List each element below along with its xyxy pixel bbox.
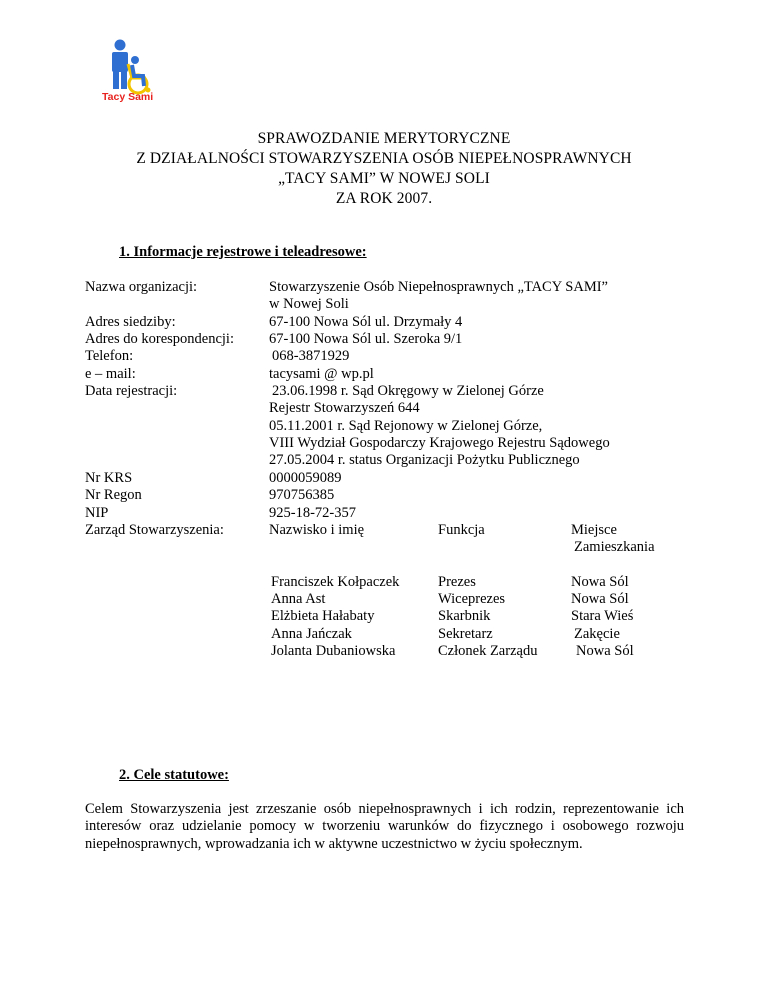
label-krs: Nr KRS: [85, 470, 133, 486]
label-board: Zarząd Stowarzyszenia:: [85, 522, 224, 538]
label-email: e – mail:: [85, 366, 136, 382]
board-header-place-2: Zamieszkania: [574, 539, 655, 555]
board-header-role: Funkcja: [438, 522, 485, 538]
label-regon: Nr Regon: [85, 487, 142, 503]
label-correspondence: Adres do korespondencji:: [85, 331, 234, 347]
board-header-place: Miejsce: [571, 522, 617, 538]
title-line-3: „TACY SAMI” W NOWEJ SOLI: [278, 170, 490, 187]
value-nip: 925-18-72-357: [269, 505, 356, 521]
title-line-1: SPRAWOZDANIE MERYTORYCZNE: [257, 130, 511, 147]
board-row-4-place: Zakęcie: [574, 626, 620, 642]
board-row-4-role: Sekretarz: [438, 626, 493, 642]
value-registration-3: 05.11.2001 r. Sąd Rejonowy w Zielonej Górze,: [269, 418, 543, 434]
board-row-1-name: Franciszek Kołpaczek: [271, 574, 400, 590]
board-row-3-role: Skarbnik: [438, 608, 491, 624]
value-name-2: w Nowej Soli: [269, 296, 349, 312]
value-correspondence: 67-100 Nowa Sól ul. Szeroka 9/1: [269, 331, 463, 347]
board-row-2-name: Anna Ast: [271, 591, 326, 607]
value-name-1: Stowarzyszenie Osób Niepełnosprawnych „TACY SAMI”: [269, 279, 608, 295]
board-row-1-place: Nowa Sól: [571, 574, 629, 590]
value-email: tacysami @ wp.pl: [269, 366, 374, 382]
value-registration-1: 23.06.1998 r. Sąd Okręgowy w Zielonej Górze: [272, 383, 544, 399]
value-address: 67-100 Nowa Sól ul. Drzymały 4: [269, 314, 463, 330]
label-nip: NIP: [85, 505, 109, 521]
board-row-5-place: Nowa Sól: [576, 643, 634, 659]
board-row-3-name: Elżbieta Hałabaty: [271, 608, 375, 624]
section-2-heading: 2. Cele statutowe:: [119, 767, 229, 783]
value-registration-4: VIII Wydział Gospodarczy Krajowego Rejestru Sądowego: [269, 435, 610, 451]
label-name: Nazwa organizacji:: [85, 279, 198, 295]
title-line-2: Z DZIAŁALNOŚCI STOWARZYSZENIA OSÓB NIEPEŁNOSPRAWNYCH: [136, 150, 632, 167]
board-row-1-role: Prezes: [438, 574, 476, 590]
logo-text: Tacy Sami: [102, 91, 154, 102]
board-header-name: Nazwisko i imię: [269, 522, 365, 538]
title-line-4: ZA ROK 2007.: [335, 190, 433, 207]
board-row-2-role: Wiceprezes: [438, 591, 506, 607]
value-phone: 068-3871929: [272, 348, 350, 364]
label-phone: Telefon:: [85, 348, 134, 364]
board-row-2-place: Nowa Sól: [571, 591, 629, 607]
value-krs: 0000059089: [269, 470, 342, 486]
board-row-3-place: Stara Wieś: [571, 608, 634, 624]
section-2-paragraph: Celem Stowarzyszenia jest zrzeszanie osób niepełnosprawnych i ich rodzin, reprezentowanie ich interesów oraz udzielanie pomocy w tworzeniu warunków do fizycznego i osobowego rozwoju niepełnosprawnych, wprowadzania ich w aktywne uczestnictwo w życiu społecznym.: [85, 801, 684, 852]
board-row-4-name: Anna Jańczak: [271, 626, 352, 642]
board-row-5-role: Członek Zarządu: [438, 643, 538, 659]
value-registration-2: Rejestr Stowarzyszeń 644: [269, 400, 420, 416]
section-1-heading: 1. Informacje rejestrowe i teleadresowe:: [119, 244, 367, 260]
tacy-sami-logo: [98, 38, 160, 102]
label-address: Adres siedziby:: [85, 314, 176, 330]
label-registration: Data rejestracji:: [85, 383, 178, 399]
value-registration-5: 27.05.2004 r. status Organizacji Pożytku Publicznego: [269, 452, 580, 468]
value-regon: 970756385: [269, 487, 335, 503]
board-row-5-name: Jolanta Dubaniowska: [271, 643, 396, 659]
